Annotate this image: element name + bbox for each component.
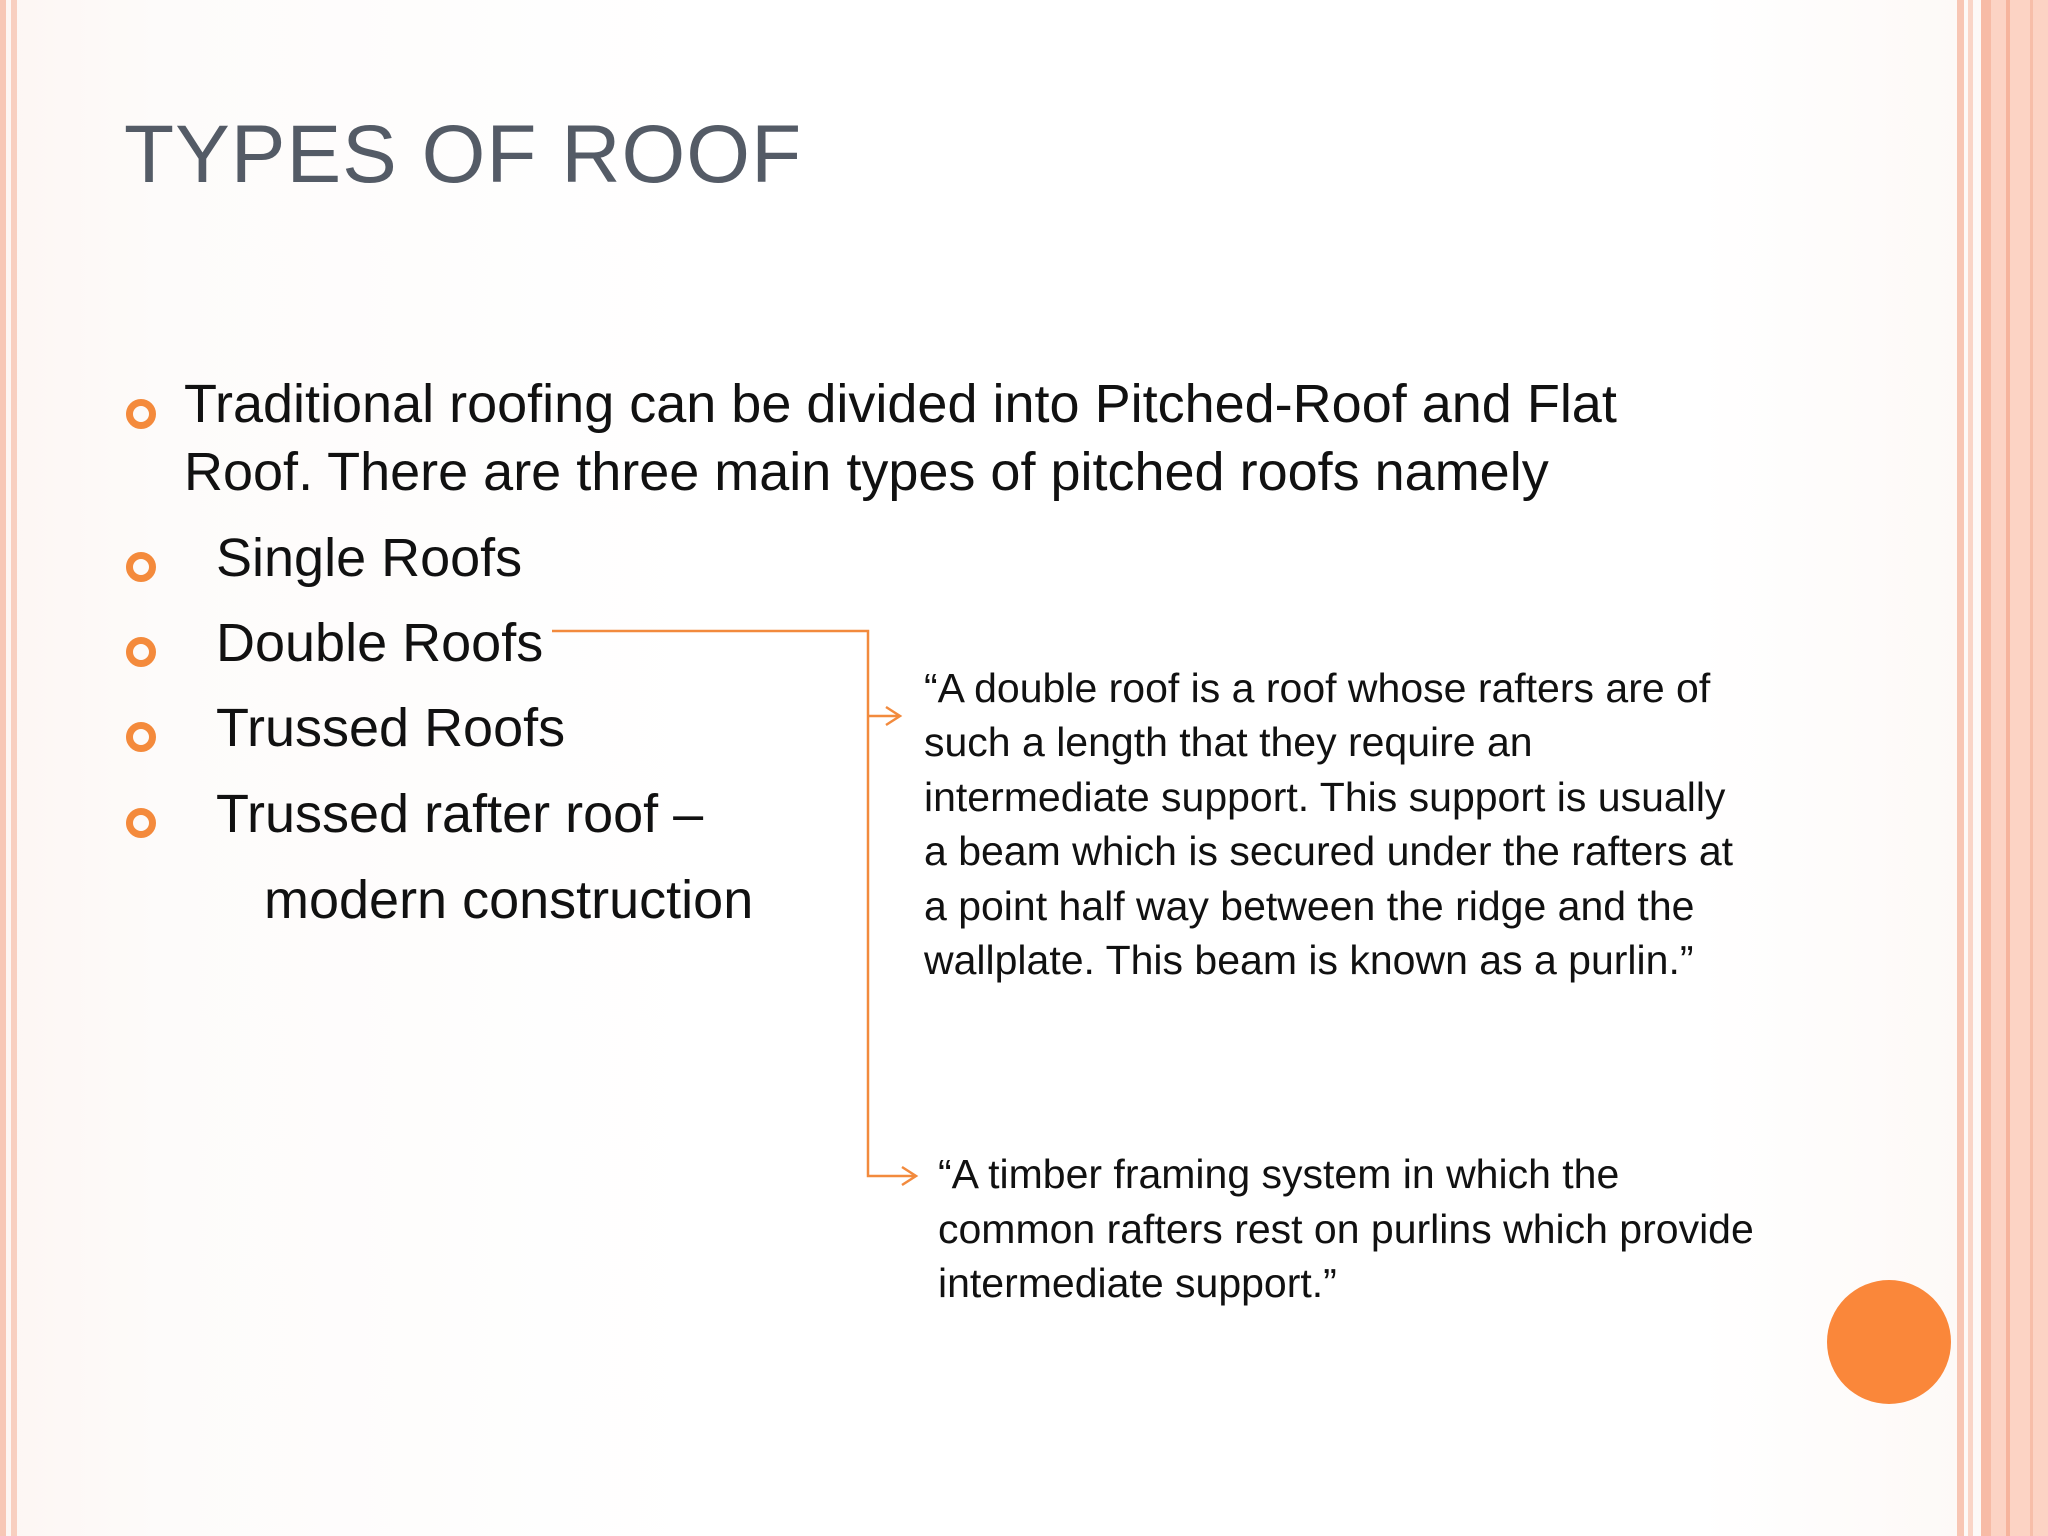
left-border-stripe [11,0,17,1536]
bullet-circle-icon [126,808,156,838]
double-roof-quote-line: intermediate support. This support is usually [924,774,1726,820]
slide-title: TYPES OF ROOF [124,109,803,200]
double-roof-quote-line: a beam which is secured under the rafters at [924,828,1734,874]
right-border-stripe [1981,0,1991,1536]
list-item-double-roofs: Double Roofs [216,613,544,673]
bullet-circle-icon [126,399,156,429]
right-border-stripe [2030,0,2033,1536]
right-border-stripe [1957,0,1964,1536]
double-roof-quote-line: a point half way between the ridge and the [924,883,1695,929]
list-item-continuation: modern construction [264,870,754,930]
list-item-trussed-roofs: Trussed Roofs [216,698,566,758]
list-item-single-roofs: Single Roofs [216,528,523,588]
timber-framing-quote-line: “A timber framing system in which the [938,1151,1620,1197]
double-roof-quote-line: wallplate. This beam is known as a purlin.” [924,937,1694,983]
decorative-orange-circle [1827,1280,1951,1404]
right-border-stripe [1991,0,2048,1536]
intro-text-line-1: Traditional roofing can be divided into Pitched-Roof and Flat [184,374,1617,434]
right-border-stripe [1968,0,1973,1536]
double-roof-quote-line: “A double roof is a roof whose rafters are of [924,665,1711,711]
bullet-circle-icon [126,722,156,752]
bullet-circle-icon [126,637,156,667]
intro-text-line-2: Roof. There are three main types of pitched roofs namely [184,442,1549,502]
double-roof-quote-line: such a length that they require an [924,719,1533,765]
left-border-stripe [0,0,6,1536]
timber-framing-quote-line: common rafters rest on purlins which provide [938,1206,1754,1252]
right-border-stripe [2006,0,2010,1536]
timber-framing-quote-line: intermediate support.” [938,1260,1337,1306]
bullet-circle-icon [126,552,156,582]
list-item-trussed-rafter-roof: Trussed rafter roof – [216,784,704,844]
